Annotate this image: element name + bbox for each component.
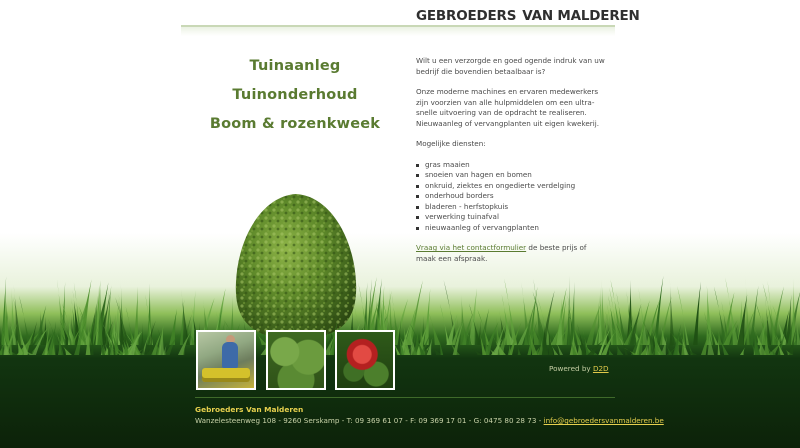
powered-by-link[interactable]: D2D [592,364,609,373]
menu-item-boom-rozenkweek[interactable]: Boom & rozenkweek [209,116,381,132]
contact-text: de beste prijs of maak een afspraak. [416,243,587,263]
footer-company-name: Gebroeders Van Malderen [195,405,304,414]
list-item: snoeien van hagen en bomen [416,170,606,181]
list-item: onderhoud borders [416,191,606,202]
body-text: Onze moderne machines en ervaren medewerkers zijn voorzien van alle hulpmiddelen om een ultra-snelle uitvoering van de opdracht te realiseren. Nieuwaanleg of vervangplanten uit eigen kwekerij. [416,87,600,128]
thumbnail-hedges-photo[interactable] [266,330,326,390]
service-menu [181,58,409,132]
list-item: verwerking tuinafval [416,212,606,223]
list-item: bladeren - herfstopkuis [416,202,606,213]
menu-item-tuinaanleg[interactable]: Tuinaanleg [249,58,341,74]
list-item: gras maaien [416,160,606,171]
footer-email-link[interactable]: info@gebroedersvanmalderen.be [543,416,664,425]
footer-address: Wanzelesteenweg 108 - 9260 Serskamp - T: 09 369 61 07 - F: 09 369 17 01 - G: 0475 80 28 73 - info@gebroedersvanmalderen.be [195,416,664,425]
footer-divider [195,397,615,398]
main-content [416,56,606,274]
brand-logo[interactable]: GEBROEDERS VAN MALDEREN [416,8,640,24]
thumbnail-rose-photo[interactable] [335,330,395,390]
thumbnail-mowing-photo[interactable] [196,330,256,390]
contact-form-link[interactable]: Vraag via het contactformulier [416,243,527,252]
header-divider [181,25,615,27]
list-item: nieuwaanleg of vervangplanten [416,223,606,234]
services-list [416,160,606,234]
menu-item-tuinonderhoud[interactable]: Tuinonderhoud [232,87,358,103]
services-title: Mogelijke diensten: [416,139,486,148]
list-item: onkruid, ziektes en ongedierte verdelging [416,181,606,192]
contact-paragraph [416,243,606,264]
intro-text: Wilt u een verzorgde en goed ogende indruk van uw bedrijf die bovendien betaalbaar is? [416,56,605,76]
powered-by: Powered by D2D [549,364,609,373]
